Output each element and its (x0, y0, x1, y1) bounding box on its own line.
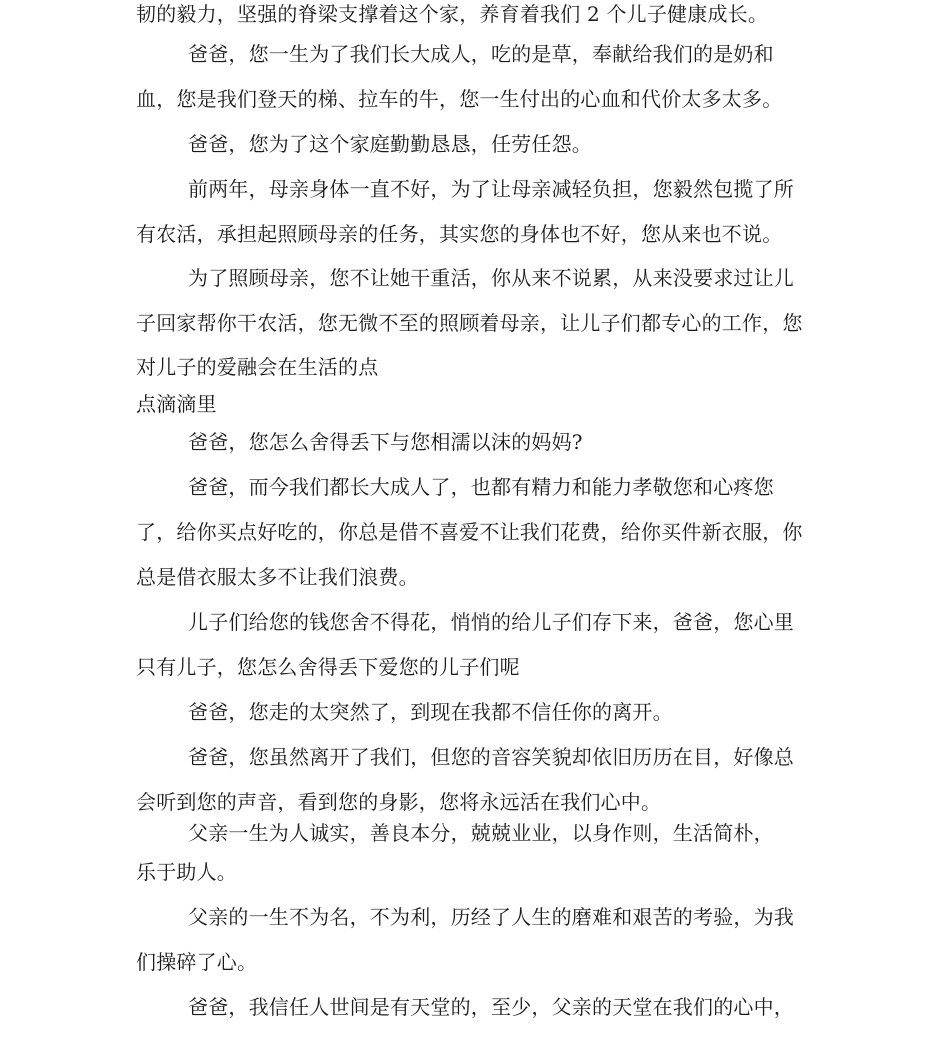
text-line: 子回家帮你干农活，您无微不至的照顾着母亲，让儿子们都专心的工作，您 (136, 311, 803, 335)
text-line: 们操碎了心。 (136, 950, 258, 974)
paragraph-start: 父亲一生为人诚实，善良本分，兢兢业业，以身作则，生活简朴， (188, 821, 774, 845)
text-line: 只有儿子，您怎么舍得丢下爱您的儿子们呢 (136, 655, 520, 679)
text-line: 韧的毅力，坚强的脊梁支撑着这个家，养育着我们 2 个儿子健康成长。 (136, 2, 769, 26)
text-line: 有农活，承担起照顾母亲的任务，其实您的身体也不好，您从来也不说。 (136, 222, 783, 246)
paragraph-start: 为了照顾母亲，您不让她干重活，你从来不说累，从来没要求过让儿 (188, 266, 794, 290)
paragraph-start: 爸爸，您一生为了我们长大成人，吃的是草，奉献给我们的是奶和 (188, 42, 774, 66)
text-line: 了，给你买点好吃的，你总是借不喜爱不让我们花费，给你买件新衣服，你 (136, 520, 803, 544)
text-line: 会听到您的声音，看到您的身影，您将永远活在我们心中。 (136, 790, 662, 814)
paragraph-start: 爸爸，而今我们都长大成人了，也都有精力和能力孝敬您和心疼您 (188, 475, 774, 499)
paragraph-start: 前两年，母亲身体一直不好，为了让母亲减轻负担，您毅然包揽了所 (188, 177, 794, 201)
paragraph-start: 爸爸，您怎么舍得丢下与您相濡以沫的妈妈? (188, 430, 583, 454)
paragraph-start: 爸爸，您虽然离开了我们，但您的音容笑貌却依旧历历在目，好像总 (188, 745, 794, 769)
text-line: 对儿子的爱融会在生活的点 (136, 355, 379, 379)
text-line: 总是借衣服太多不让我们浪费。 (136, 565, 419, 589)
paragraph-start: 儿子们给您的钱您舍不得花，悄悄的给儿子们存下来，爸爸，您心里 (188, 610, 794, 634)
text-line: 乐于助人。 (136, 860, 237, 884)
paragraph-start: 爸爸，您走的太突然了，到现在我都不信任你的离开。 (188, 700, 673, 724)
text-line: 血，您是我们登天的梯、拉车的牛，您一生付出的心血和代价太多太多。 (136, 87, 783, 111)
text-line: 点滴滴里 (136, 392, 217, 416)
paragraph-start: 父亲的一生不为名，不为利，历经了人生的磨难和艰苦的考验，为我 (188, 905, 794, 929)
paragraph-start: 爸爸，您为了这个家庭勤勤恳恳，任劳任怨。 (188, 132, 592, 156)
paragraph-start: 爸爸，我信任人世间是有天堂的，至少，父亲的天堂在我们的心中， (188, 995, 794, 1019)
